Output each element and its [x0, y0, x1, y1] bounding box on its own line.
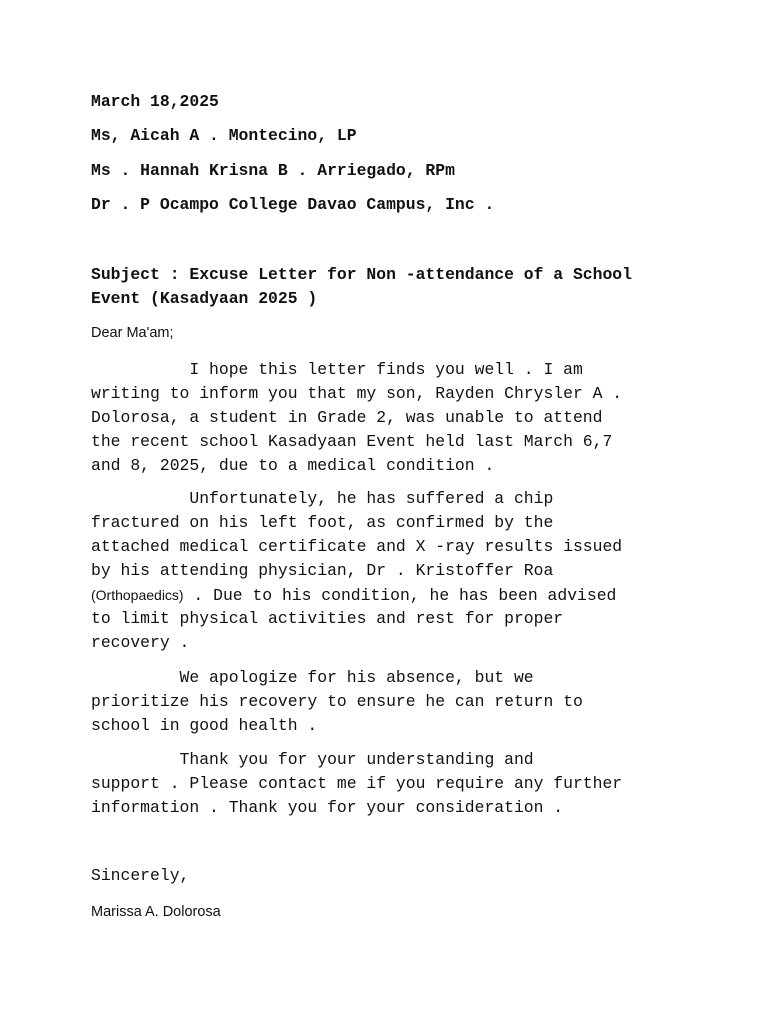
paragraph-line: school in good health .: [91, 716, 318, 735]
paragraph-line-continuation: . Due to his condition, he has been advised: [183, 586, 617, 605]
paragraph-line: support . Please contact me if you require any further: [91, 774, 623, 793]
paragraph-line: writing to inform you that my son, Rayden Chrysler A .: [91, 384, 623, 403]
subject-line-1: Subject : Excuse Letter for Non -attendance of a School: [91, 265, 632, 284]
paragraph-line: by his attending physician, Dr . Kristoffer Roa: [91, 561, 554, 580]
paragraph-line: recovery .: [91, 633, 190, 652]
signature-name: Marissa A. Dolorosa: [91, 904, 221, 920]
paragraph-line: the recent school Kasadyaan Event held last March 6,7: [91, 432, 613, 451]
paragraph-line: Thank you for your understanding and: [91, 750, 534, 769]
salutation: Dear Ma'am;: [91, 325, 174, 341]
closing: Sincerely,: [91, 866, 190, 885]
paragraph-line: Unfortunately, he has suffered a chip: [91, 489, 554, 508]
body-paragraph-1: [91, 358, 661, 478]
letter-date: March 18,2025: [91, 92, 219, 111]
paragraph-line: attached medical certificate and X -ray results issued: [91, 537, 623, 556]
paragraph-line: I hope this letter finds you well . I am: [91, 360, 583, 379]
paragraph-line: [91, 583, 661, 607]
body-paragraph-3: [91, 666, 661, 738]
paragraph-line: to limit physical activities and rest for proper: [91, 609, 564, 628]
recipient-line-2: Ms . Hannah Krisna B . Arriegado, RPm: [91, 161, 455, 180]
paragraph-line: Dolorosa, a student in Grade 2, was unable to attend: [91, 408, 603, 427]
body-paragraph-4: [91, 748, 661, 820]
body-paragraph-2: [91, 487, 661, 655]
recipient-line-1: Ms, Aicah A . Montecino, LP: [91, 126, 357, 145]
paragraph-line: We apologize for his absence, but we: [91, 668, 534, 687]
subject-line-2: Event (Kasadyaan 2025 ): [91, 289, 318, 308]
paragraph-line: information . Thank you for your consideration .: [91, 798, 564, 817]
paragraph-line: fractured on his left foot, as confirmed by the: [91, 513, 554, 532]
institution-line: Dr . P Ocampo College Davao Campus, Inc .: [91, 195, 495, 214]
paragraph-line: and 8, 2025, due to a medical condition .: [91, 456, 495, 475]
paragraph-line: prioritize his recovery to ensure he can return to: [91, 692, 583, 711]
orthopaedics-note: (Orthopaedics): [91, 587, 184, 603]
